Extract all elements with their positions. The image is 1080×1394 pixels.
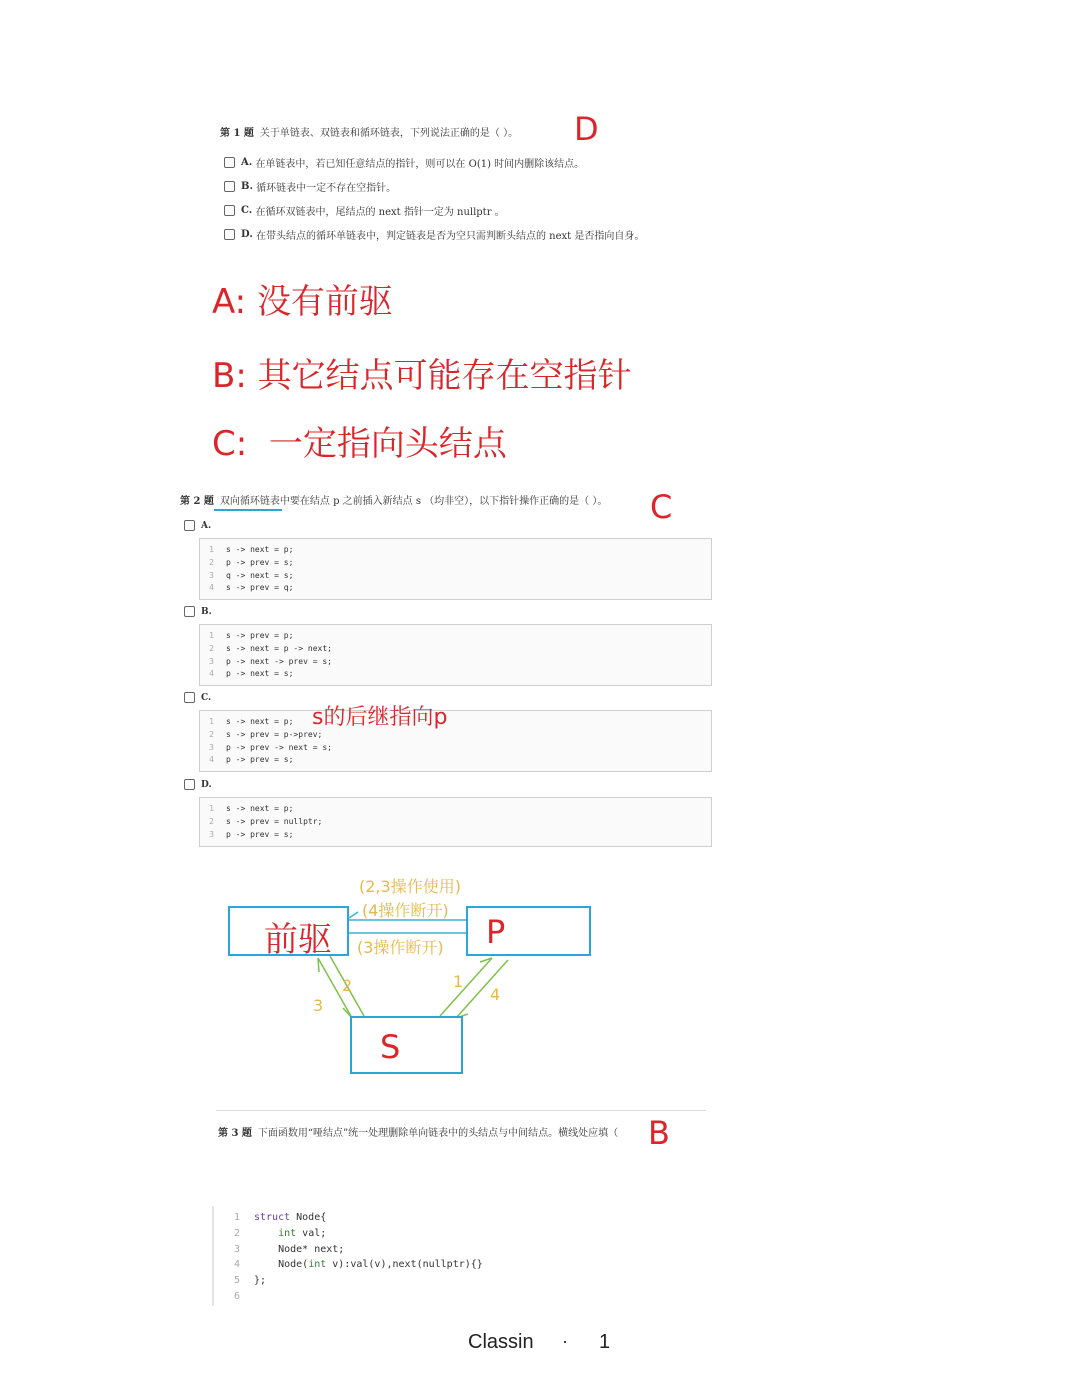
q3-header xyxy=(218,1124,618,1139)
q2-answer: C xyxy=(650,488,673,526)
code-line: 4 p -> prev = s; xyxy=(209,755,294,765)
node-p xyxy=(466,906,591,956)
option-label: A. xyxy=(241,157,253,168)
note-c-label: C: xyxy=(212,424,248,464)
arrow-label-2: 2 xyxy=(342,976,353,995)
footer-page-number: 1 xyxy=(599,1331,611,1353)
q3-code-gutter xyxy=(212,1206,214,1306)
option-label: C. xyxy=(241,205,253,216)
footer-app-name: Classin xyxy=(468,1331,534,1353)
code-line: 3 q -> next = s; xyxy=(209,570,294,580)
code-line: 3 p -> next -> prev = s; xyxy=(209,656,332,666)
code-line: 1 struct Node{ xyxy=(233,1212,327,1223)
option-text: 在单链表中，若已知任意结点的指针，则可以在 O(1) 时间内删除该结点。 xyxy=(255,159,585,170)
option-text: 在循环双链表中，尾结点的 next 指针一定为 nullptr 。 xyxy=(255,207,505,218)
code-line: 1 s -> next = p; xyxy=(209,804,294,813)
note-a-label: A: xyxy=(212,282,247,322)
code-line: 4 p -> next = s; xyxy=(209,669,294,679)
q3-code xyxy=(224,1210,483,1305)
note-b-label: B: xyxy=(212,356,247,396)
q2-note-c: s的后继指向p xyxy=(312,705,448,730)
node-s xyxy=(350,1016,463,1074)
arrow-label-1: 1 xyxy=(453,972,464,991)
code-line: 1 s -> prev = p; xyxy=(209,631,294,640)
option-label: B. xyxy=(241,181,253,192)
q2-number: 第 2 题 xyxy=(180,496,214,507)
node-predecessor-label: 前驱 xyxy=(264,920,332,960)
option-label: B. xyxy=(201,606,212,617)
q1-answer: D xyxy=(574,110,599,148)
code-line: 2 s -> prev = nullptr; xyxy=(209,816,323,826)
footer-separator: · xyxy=(562,1331,568,1351)
code-line: 6 xyxy=(233,1290,240,1302)
q2-text: 双向循环链表中要在结点 p 之前插入新结点 s （均非空），以下指针操作正确的是（ ）。 xyxy=(219,496,608,507)
code-line: 3 p -> prev -> next = s; xyxy=(209,742,332,752)
option-label: D. xyxy=(201,779,212,790)
q1-text: 关于单链表、双链表和循环链表，下列说法正确的是（ ）。 xyxy=(259,128,519,139)
note-a-text: 没有前驱 xyxy=(256,282,393,322)
option-label: A. xyxy=(201,520,212,531)
q3-answer: B xyxy=(648,1114,670,1152)
option-label: C. xyxy=(201,692,212,703)
note-b-text: 其它结点可能存在空指针 xyxy=(257,356,632,396)
node-p-label: P xyxy=(486,913,506,951)
node-s-label: S xyxy=(380,1028,401,1066)
code-line: 5 }; xyxy=(233,1275,267,1287)
code-line: 1 s -> next = p; xyxy=(209,545,294,554)
node-predecessor xyxy=(228,906,349,960)
q3-number: 第 3 题 xyxy=(218,1128,252,1139)
code-line: 2 p -> prev = s; xyxy=(209,557,294,567)
note-c-text: 一定指向头结点 xyxy=(268,424,507,464)
arrow-label-3: 3 xyxy=(313,996,324,1015)
option-text: 循环链表中一定不存在空指针。 xyxy=(256,183,397,194)
q3-text: 下面函数用“哑结点”统一处理删除单向链表中的头结点与中间结点。横线处应填（ xyxy=(257,1128,619,1139)
code-line: 2 s -> next = p -> next; xyxy=(209,643,332,653)
q3-divider xyxy=(216,1110,706,1111)
code-line: 3 Node* next; xyxy=(233,1243,345,1255)
arrow-head xyxy=(349,912,358,918)
code-line: 4 s -> prev = q; xyxy=(209,583,294,593)
code-line: 2 int val; xyxy=(233,1227,327,1239)
arrow-label-4: 4 xyxy=(490,985,501,1004)
code-line: 2 s -> prev = p->prev; xyxy=(209,729,323,739)
code-line: 4 Node(int v):val(v),next(nullptr){} xyxy=(233,1259,483,1271)
code-line: 1 s -> next = p; xyxy=(209,717,294,726)
q1-number: 第 1 题 xyxy=(220,128,254,139)
code-line: 3 p -> prev = s; xyxy=(209,829,294,839)
option-label: D. xyxy=(241,229,253,240)
label-ops-2-3: (2,3操作使用) xyxy=(359,877,461,896)
option-text: 在带头结点的循环单链表中，判定链表是否为空只需判断头结点的 next 是否指向自身。 xyxy=(255,231,645,242)
label-op-3: (3操作断开) xyxy=(357,938,444,957)
label-op-4: (4操作断开) xyxy=(362,901,449,920)
